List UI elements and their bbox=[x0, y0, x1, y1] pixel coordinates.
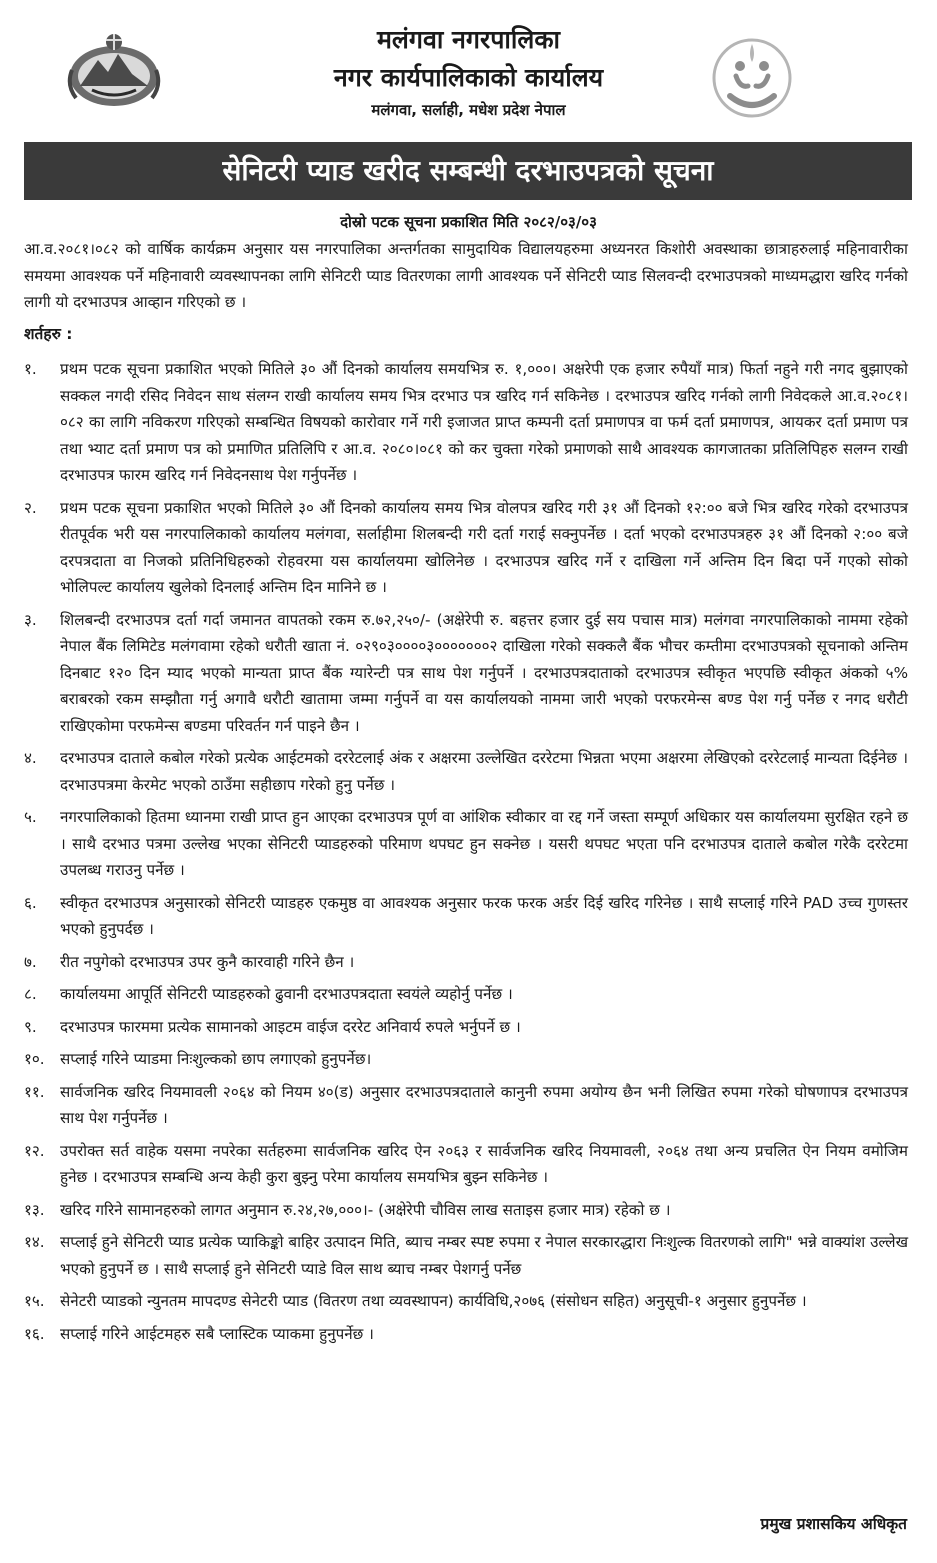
condition-item bbox=[24, 1321, 908, 1348]
condition-number: ८. bbox=[24, 985, 37, 1003]
condition-text: दरभाउपत्र दाताले कबोल गरेको प्रत्येक आईटमको दररेटलाई अंक र अक्षरमा उल्लेखित दररेटमा भिन्नता भएमा अक्षरमा लेखिएको दररेटलाई मान्यता दिईनेछ । दरभाउपत्रमा केरमेट भएको ठाउँमा सहीछाप गरेको हुनु पर्नेछ । bbox=[60, 749, 908, 794]
condition-number: ११. bbox=[24, 1082, 45, 1101]
condition-number: १३. bbox=[24, 1200, 45, 1219]
intro-paragraph: आ.व.२०८१।०८२ को वार्षिक कार्यक्रम अनुसार यस नगरपालिका अन्तर्गतका सामुदायिक विद्यालयहरुमा अध्यनरत किशोरी अवस्थाका छात्राहरुलाई महिनावारीका समयमा आवश्यक पर्ने महिनावारी व्यवस्थापनका लागि सेनिटरी प्याड वितरणका लागी आवश्यक पर्ने सेनिटरी प्याड सिलवन्दी दरभाउपत्रको माध्यमद्धारा खरिद गर्नको लागी यो दरभाउपत्र आव्हान गरिएको छ । bbox=[24, 240, 908, 311]
publication-date-line: दोस्रो पटक सूचना प्रकाशित मिति २०८२/०३/०३ bbox=[340, 213, 597, 231]
signature-line: प्रमुख प्रशासकिय अधिकृत bbox=[760, 1515, 907, 1533]
condition-number: ७. bbox=[24, 952, 37, 971]
condition-text: रीत नपुगेको दरभाउपत्र उपर कुनै कारवाही गरिने छैन । bbox=[60, 952, 355, 971]
notice-title-banner: सेनिटरी प्याड खरीद सम्बन्धी दरभाउपत्रको सूचना bbox=[24, 142, 912, 200]
condition-number: १२. bbox=[24, 1141, 45, 1160]
condition-text: खरिद गरिने सामानहरुको लागत अनुमान रु.२४,२७,०००।- (अक्षेरेपी चौविस लाख सताइस हजार मात्र) रहेको छ । bbox=[60, 1200, 671, 1219]
condition-item bbox=[24, 1079, 908, 1132]
condition-item bbox=[24, 745, 908, 798]
condition-item bbox=[24, 607, 908, 740]
condition-item bbox=[24, 1138, 908, 1191]
condition-number: १४. bbox=[24, 1233, 45, 1251]
condition-item bbox=[24, 890, 908, 943]
condition-text: दरभाउपत्र फारममा प्रत्येक सामानको आइटम वाईज दररेट अनिवार्य रुपले भर्नुपर्ने छ । bbox=[60, 1017, 521, 1036]
condition-text: नगरपालिकाको हितमा ध्यानमा राखी प्राप्त हुन आएका दरभाउपत्र पूर्ण वा आंशिक स्वीकार वा रद्द गर्ने जस्ता सम्पूर्ण अधिकार यस कार्यालयमा सुरक्षित रहने छ । साथै दरभाउ पत्रमा उल्लेख भएका सेनिटरी प्याडहरुको परिमाण थपघट हुन सक्नेछ । यसरी थपघट भएता पनि दरभाउपत्र दाताले कबोल गरेकै दररेटमा उपलब्ध गराउनु पर्नेछ । bbox=[60, 808, 908, 879]
condition-item bbox=[24, 1014, 908, 1041]
condition-number: ९. bbox=[24, 1017, 37, 1036]
office-address: मलंगवा, सर्लाही, मधेश प्रदेश नेपाल bbox=[371, 101, 566, 119]
office-name: नगर कार्यपालिकाको कार्यालय bbox=[333, 63, 604, 92]
condition-text: सप्लाई गरिने आईटमहरु सबै प्लास्टिक प्याकमा हुनुपर्नेछ । bbox=[60, 1324, 374, 1343]
condition-number: १०. bbox=[24, 1050, 45, 1068]
condition-number: ५. bbox=[24, 808, 37, 826]
condition-text: सार्वजनिक खरिद नियमावली २०६४ को नियम ४०(ड) अनुसार दरभाउपत्रदाताले कानुनी रुपमा अयोग्य छैन भनी लिखित रुपमा गरेको घोषणापत्र दरभाउपत्र साथ पेश गर्नुपर्नेछ । bbox=[60, 1082, 908, 1127]
condition-number: ४. bbox=[24, 749, 37, 767]
condition-text: सप्लाई गरिने प्याडमा निःशुल्कको छाप लगाएको हुनुपर्नेछ। bbox=[60, 1050, 372, 1068]
letterhead bbox=[0, 0, 937, 140]
condition-text: सेनेटरी प्याडको न्युनतम मापदण्ड सेनेटरी प्याड (वितरण तथा व्यवस्थापन) कार्यविधि,२०७६ (संसोधन सहित) अनुसूची-१ अनुसार हुनुपर्नेछ । bbox=[60, 1292, 807, 1310]
condition-text: उपरोक्त सर्त वाहेक यसमा नपरेका सर्तहरुमा सार्वजनिक खरिद ऐन २०६३ र सार्वजनिक खरिद नियमावली, २०६४ तथा अन्य प्रचलित ऐन नियम वमोजिम हुनेछ । दरभाउपत्र सम्बन्धि अन्य केही कुरा बुझ्नु परेमा कार्यालय समयभित्र बुझ्न सकिनेछ । bbox=[60, 1141, 908, 1186]
condition-text: प्रथम पटक सूचना प्रकाशित भएको मितिले ३० औं दिनको कार्यालय समयभित्र रु. १,०००। अक्षरेपी एक हजार रुपैयाँ मात्र) फिर्ता नहुने गरी नगद बुझाएको सक्कल नगदी रसिद निवेदन साथ संलग्न राखी कार्यालय समय भित्र दरभाउ पत्र खरिद गर्न सकिनेछ । दरभाउपत्र खरिद गर्नको लागी निवेदकले आ.व.२०८१।०८२ का लागि नविकरण गरिएको सम्बन्धित विषयको कारोवार गर्ने गरी इजाजत प्राप्त कम्पनी दर्ता प्रमाणपत्र वा फर्म दर्ता प्रमाणपत्र, आयकर दर्ता प्रमाण पत्र तथा भ्याट दर्ता प्रमाण पत्र को प्रमाणित प्रतिलिपि र आ.व. २०८०।०८१ को कर चुक्ता गरेको प्रमाणको साथै आवश्यक कागजातका प्रतिलिपिहरु सलग्न राखी दरभाउपत्र फारम खरिद गर्न निवेदनसाथ पेश गर्नुपर्नेछ । bbox=[60, 360, 908, 484]
condition-text: स्वीकृत दरभाउपत्र अनुसारको सेनिटरी प्याडहरु एकमुष्ठ वा आवश्यक अनुसार फरक फरक अर्डर दिई खरिद गरिनेछ । साथै सप्लाई गरिने PAD उच्च गुणस्तर भएको हुनुपर्दछ । bbox=[60, 893, 908, 938]
condition-number: २. bbox=[24, 498, 37, 517]
condition-item bbox=[24, 1197, 908, 1224]
condition-number: १६. bbox=[24, 1324, 45, 1343]
condition-item bbox=[24, 356, 908, 489]
condition-item bbox=[24, 495, 908, 601]
condition-item bbox=[24, 949, 908, 976]
condition-item bbox=[24, 981, 908, 1008]
condition-text: शिलबन्दी दरभाउपत्र दर्ता गर्दा जमानत वापतको रकम रु.७२,२५०/- (अक्षेरेपी रु. बहत्तर हजार दुई सय पचास मात्र) मलंगवा नगरपालिकाको नाममा रहेको नेपाल बैंक लिमिटेड मलंगवामा रहेको धरौती खाता नं. ०२९०३००००३०००००००२ दाखिला गरेको सक्कलै बैंक भौचर कम्तीमा दरभाउपत्रको सूचनाको अन्तिम दिनबाट १२० दिन म्याद भएको मान्यता प्राप्त बैंक ग्यारेन्टी पत्र साथ पेश गर्नुपर्ने । दरभाउपत्रदाताको दरभाउपत्र स्वीकृत भएपछि स्वीकृत अंकको ५% बराबरको रकम सम्झौता गर्नु अगावै धरौटी खातामा जम्मा गर्नुपर्ने वा यस कार्यालयको नाममा जारी भएको परफरमेन्स बण्ड पेश गर्नु पर्नेछ र नगद धरौटी राखिएकोमा परफमेन्स बण्डमा परिवर्तन गर्न पाइने छैन । bbox=[60, 610, 908, 735]
municipality-name: मलंगवा नगरपालिका bbox=[376, 25, 560, 54]
condition-number: ६. bbox=[24, 893, 37, 912]
conditions-heading: शर्तहरु : bbox=[24, 325, 73, 343]
condition-number: ३. bbox=[24, 610, 37, 629]
conditions-list bbox=[24, 356, 908, 1353]
condition-number: १५. bbox=[24, 1292, 45, 1310]
condition-text: कार्यालयमा आपूर्ति सेनिटरी प्याडहरुको ढुवानी दरभाउपत्रदाता स्वयंले व्यहोर्नु पर्नेछ । bbox=[60, 985, 513, 1003]
condition-text: प्रथम पटक सूचना प्रकाशित भएको मितिले ३० औं दिनको कार्यालय समय भित्र वोलपत्र खरिद गरी ३१ औं दिनको १२:०० बजे भित्र खरिद गरेको दरभाउपत्र रीतपूर्वक भरी यस नगरपालिकाको कार्यालय मलंगवा, सर्लाहीमा शिलबन्दी गरी दर्ता गराई सक्नुपर्नेछ । दर्ता भएको दरभाउपत्रहरु ३१ औं दिनको २:०० बजे दरपत्रदाता वा निजको प्रतिनिधिहरुको रोहवरमा यस कार्यालयमा खोलिनेछ । दरभाउपत्र खरिद गर्ने र दाखिला गर्ने अन्तिम दिन बिदा पर्ने गएको सोको भोलिपल्ट कार्यालय खुलेको दिनलाई अन्तिम दिन मानिने छ । bbox=[60, 498, 908, 596]
municipality-logo-icon bbox=[710, 36, 794, 120]
condition-text: सप्लाई हुने सेनिटरी प्याड प्रत्येक प्याकिङ्को बाहिर उत्पादन मिति, ब्याच नम्बर स्पष्ट रुपमा र नेपाल सरकारद्धारा निःशुल्क वितरणको लागि" भन्ने वाक्यांश उल्लेख भएको हुनुपर्ने छ । साथै सप्लाई हुने सेनिटरी प्याडे विल साथ ब्याच नम्बर पेशगर्नु पर्नेछ bbox=[60, 1233, 908, 1278]
condition-item bbox=[24, 804, 908, 884]
condition-item bbox=[24, 1288, 908, 1315]
condition-number: १. bbox=[24, 360, 37, 378]
condition-item bbox=[24, 1229, 908, 1282]
condition-item bbox=[24, 1046, 908, 1073]
